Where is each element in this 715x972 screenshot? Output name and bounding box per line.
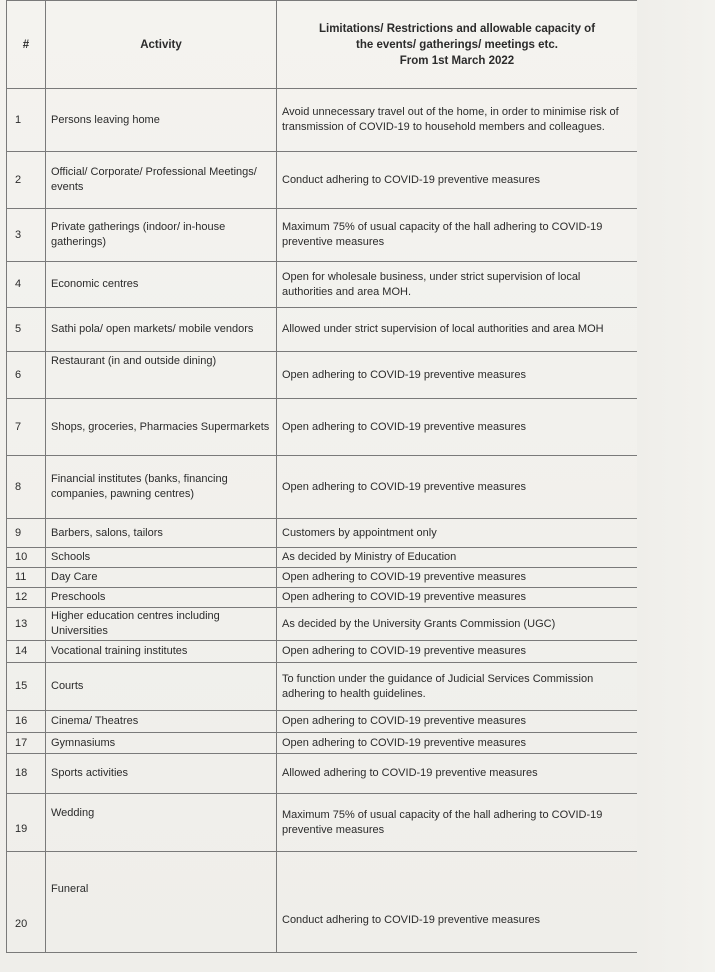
table-row: [7, 399, 638, 456]
row-activity: Wedding: [46, 794, 277, 852]
table-row: [7, 608, 638, 641]
table-row: [7, 308, 638, 352]
row-num: 15: [7, 663, 46, 711]
row-activity: Barbers, salons, tailors: [46, 519, 277, 548]
row-num: 2: [7, 152, 46, 209]
table-row: [7, 519, 638, 548]
row-limitation: Open adhering to COVID-19 preventive measures: [277, 399, 638, 456]
row-activity: Vocational training institutes: [46, 641, 277, 663]
table-row: [7, 548, 638, 568]
row-activity: Gymnasiums: [46, 733, 277, 754]
row-limitation: Conduct adhering to COVID-19 preventive measures: [277, 152, 638, 209]
row-activity: Courts: [46, 663, 277, 711]
row-activity: Day Care: [46, 568, 277, 588]
table-row: [7, 262, 638, 308]
table-row: [7, 641, 638, 663]
row-activity: Cinema/ Theatres: [46, 711, 277, 733]
row-num: 1: [7, 89, 46, 152]
table-row: [7, 352, 638, 399]
row-activity: Financial institutes (banks, financing companies, pawning centres): [46, 456, 277, 519]
row-limitation: Maximum 75% of usual capacity of the hall adhering to COVID-19 preventive measures: [277, 794, 638, 852]
row-num: 4: [7, 262, 46, 308]
row-num: 3: [7, 209, 46, 262]
row-num: 11: [7, 568, 46, 588]
row-limitation: Maximum 75% of usual capacity of the hall adhering to COVID-19 preventive measures: [277, 209, 638, 262]
row-num: 18: [7, 754, 46, 794]
header-activity: Activity: [46, 1, 277, 89]
row-activity: Preschools: [46, 588, 277, 608]
row-limitation: Open adhering to COVID-19 preventive measures: [277, 733, 638, 754]
row-limitation: Allowed under strict supervision of local authorities and area MOH: [277, 308, 638, 352]
row-num: 10: [7, 548, 46, 568]
row-activity: Official/ Corporate/ Professional Meetings/ events: [46, 152, 277, 209]
row-num: 17: [7, 733, 46, 754]
row-limitation: Open adhering to COVID-19 preventive measures: [277, 641, 638, 663]
table-row: [7, 89, 638, 152]
table-row: [7, 852, 638, 953]
row-activity: Higher education centres including Universities: [46, 608, 277, 641]
table-row: [7, 568, 638, 588]
row-limitation: Open adhering to COVID-19 preventive measures: [277, 456, 638, 519]
row-limitation: Open adhering to COVID-19 preventive measures: [277, 588, 638, 608]
header-limitations-line1: Limitations/ Restrictions and allowable capacity of: [318, 22, 596, 35]
row-num: 16: [7, 711, 46, 733]
table-row: [7, 456, 638, 519]
table-row: [7, 588, 638, 608]
row-num: 9: [7, 519, 46, 548]
row-limitation: To function under the guidance of Judicial Services Commission adhering to health guidelines.: [277, 663, 638, 711]
header-num: #: [7, 1, 46, 89]
table-row: [7, 794, 638, 852]
row-limitation: Open adhering to COVID-19 preventive measures: [277, 568, 638, 588]
table-row: [7, 711, 638, 733]
row-limitation: Customers by appointment only: [277, 519, 638, 548]
row-limitation: Open adhering to COVID-19 preventive measures: [277, 352, 638, 399]
row-activity: Funeral: [46, 852, 277, 953]
table-row: [7, 663, 638, 711]
restrictions-table: [6, 0, 638, 953]
table-row: [7, 209, 638, 262]
row-limitation: As decided by Ministry of Education: [277, 548, 638, 568]
header-limitations-line2: the events/ gatherings/ meetings etc.: [356, 38, 558, 51]
table-row: [7, 152, 638, 209]
row-limitation: Open for wholesale business, under strict supervision of local authorities and area MOH.: [277, 262, 638, 308]
row-limitation: Allowed adhering to COVID-19 preventive measures: [277, 754, 638, 794]
header-limitations-line3: From 1st March 2022: [399, 54, 515, 67]
row-activity: Schools: [46, 548, 277, 568]
table-header-row: [7, 1, 638, 89]
row-activity: Persons leaving home: [46, 89, 277, 152]
row-limitation: As decided by the University Grants Commission (UGC): [277, 608, 638, 641]
row-limitation: Open adhering to COVID-19 preventive measures: [277, 711, 638, 733]
page-margin: [637, 0, 715, 972]
table-row: [7, 754, 638, 794]
row-num: 7: [7, 399, 46, 456]
row-limitation: Conduct adhering to COVID-19 preventive measures: [277, 852, 638, 953]
row-activity: Shops, groceries, Pharmacies Supermarkets: [46, 399, 277, 456]
row-num: 19: [7, 794, 46, 852]
row-activity: Private gatherings (indoor/ in-house gatherings): [46, 209, 277, 262]
row-activity: Restaurant (in and outside dining): [46, 352, 277, 399]
table-row: [7, 733, 638, 754]
row-limitation: Avoid unnecessary travel out of the home, in order to minimise risk of transmission of COVID-19 to household members and colleagues.: [277, 89, 638, 152]
row-num: 13: [7, 608, 46, 641]
row-num: 12: [7, 588, 46, 608]
row-activity: Sathi pola/ open markets/ mobile vendors: [46, 308, 277, 352]
row-num: 8: [7, 456, 46, 519]
row-activity: Sports activities: [46, 754, 277, 794]
row-num: 5: [7, 308, 46, 352]
row-num: 14: [7, 641, 46, 663]
row-num: 6: [7, 352, 46, 399]
row-num: 20: [7, 852, 46, 953]
header-limitations: [277, 1, 638, 89]
row-activity: Economic centres: [46, 262, 277, 308]
